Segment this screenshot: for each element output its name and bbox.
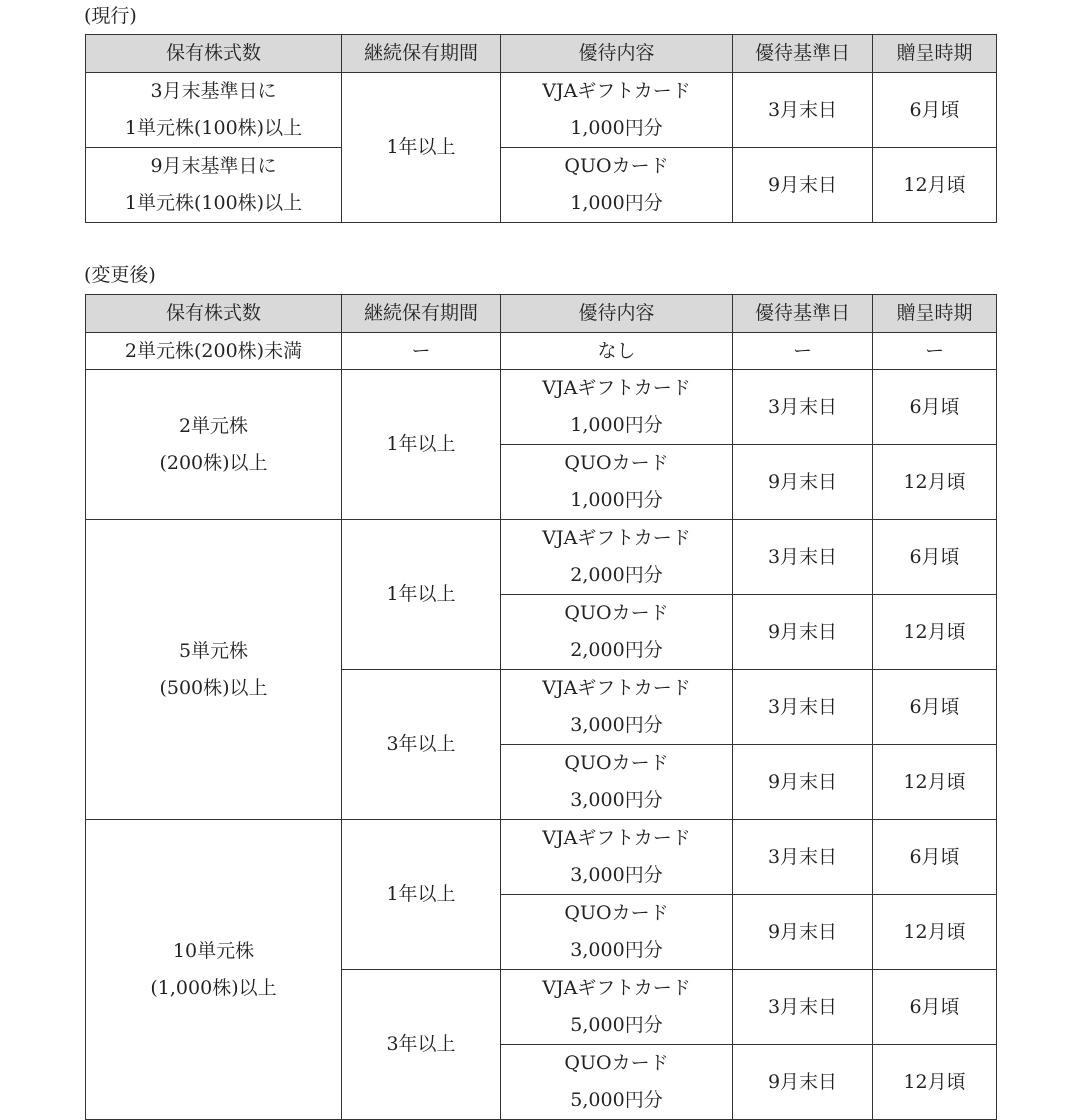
benefit-amount: 1,000円分 (570, 414, 663, 436)
timing-cell: 6月頃 (873, 370, 997, 445)
timing-cell: 6月頃 (873, 520, 997, 595)
benefit-amount: 5,000円分 (570, 1089, 663, 1111)
benefit-cell (501, 445, 733, 520)
holding-period-cell: 1年以上 (342, 370, 501, 520)
holding-period-cell: 3年以上 (342, 970, 501, 1120)
shares-cell: 2単元株(200株)未満 (86, 333, 342, 370)
benefit-cell (501, 520, 733, 595)
changed-section-label: (変更後) (84, 264, 156, 286)
header-timing: 贈呈時期 (873, 295, 997, 333)
benefit-cell (501, 1045, 733, 1120)
holding-period-cell: 1年以上 (342, 520, 501, 670)
benefit-name: QUOカード (564, 155, 669, 177)
benefit-name: QUOカード (564, 902, 669, 924)
benefit-name: VJAギフトカード (542, 977, 691, 999)
header-benefit: 優待内容 (501, 295, 733, 333)
timing-cell: 6月頃 (873, 73, 997, 148)
header-benefit: 優待内容 (501, 35, 733, 73)
shares-cell (86, 820, 342, 1120)
table-row (86, 820, 997, 895)
record-date-cell: 9月末日 (733, 595, 873, 670)
timing-cell: 12月頃 (873, 745, 997, 820)
benefit-amount: 1,000円分 (570, 117, 663, 139)
benefit-name: VJAギフトカード (542, 827, 691, 849)
record-date-cell: 9月末日 (733, 745, 873, 820)
changed-benefits-table (85, 294, 997, 1120)
timing-cell: 12月頃 (873, 595, 997, 670)
timing-cell: 12月頃 (873, 445, 997, 520)
benefit-cell (501, 148, 733, 223)
shares-line: 2単元株 (178, 414, 249, 437)
timing-cell: 12月頃 (873, 895, 997, 970)
benefit-cell (501, 73, 733, 148)
table-row (86, 520, 997, 595)
benefit-name: QUOカード (564, 452, 669, 474)
benefit-name: VJAギフトカード (542, 677, 691, 699)
benefit-amount: 3,000円分 (570, 864, 663, 886)
timing-cell: 6月頃 (873, 670, 997, 745)
benefit-name: VJAギフトカード (542, 80, 691, 102)
shares-cell (86, 520, 342, 820)
shares-line: (500株)以上 (159, 676, 268, 699)
shares-line: 5単元株 (178, 639, 249, 662)
timing-cell: ー (873, 333, 997, 370)
table-header-row (86, 295, 997, 333)
header-shares: 保有株式数 (86, 295, 342, 333)
holding-period-cell: ー (342, 333, 501, 370)
record-date-cell: 9月末日 (733, 148, 873, 223)
shares-line: 1単元株(100株)以上 (124, 192, 303, 214)
benefit-amount: 1,000円分 (570, 192, 663, 214)
record-date-cell: 9月末日 (733, 1045, 873, 1120)
table-row (86, 148, 997, 223)
benefit-cell: なし (501, 333, 733, 370)
holding-period-cell: 3年以上 (342, 670, 501, 820)
timing-cell: 12月頃 (873, 1045, 997, 1120)
benefit-cell (501, 895, 733, 970)
table-row (86, 333, 997, 370)
record-date-cell: ー (733, 333, 873, 370)
shares-cell (86, 148, 342, 223)
benefit-amount: 5,000円分 (570, 1014, 663, 1036)
table-row (86, 73, 997, 148)
shares-line: (1,000株)以上 (150, 976, 277, 999)
record-date-cell: 3月末日 (733, 970, 873, 1045)
benefit-name: VJAギフトカード (542, 527, 691, 549)
benefit-amount: 1,000円分 (570, 489, 663, 511)
benefit-name: QUOカード (564, 752, 669, 774)
shares-line: 3月末基準日に (150, 80, 277, 102)
shares-line: (200株)以上 (159, 451, 268, 474)
header-holding-period: 継続保有期間 (342, 35, 501, 73)
timing-cell: 12月頃 (873, 148, 997, 223)
header-record-date: 優待基準日 (733, 35, 873, 73)
benefit-amount: 3,000円分 (570, 789, 663, 811)
benefit-cell (501, 670, 733, 745)
benefit-amount: 2,000円分 (570, 639, 663, 661)
shares-line: 10単元株 (172, 939, 255, 962)
benefit-cell (501, 820, 733, 895)
table-header-row (86, 35, 997, 73)
current-benefits-table (85, 34, 997, 223)
shares-cell (86, 73, 342, 148)
timing-cell: 6月頃 (873, 970, 997, 1045)
record-date-cell: 3月末日 (733, 370, 873, 445)
record-date-cell: 3月末日 (733, 73, 873, 148)
holding-period-cell: 1年以上 (342, 73, 501, 223)
header-record-date: 優待基準日 (733, 295, 873, 333)
benefit-cell (501, 970, 733, 1045)
benefit-amount: 2,000円分 (570, 564, 663, 586)
record-date-cell: 9月末日 (733, 445, 873, 520)
current-section-label: (現行) (84, 5, 137, 27)
benefit-name: VJAギフトカード (542, 377, 691, 399)
benefit-name: QUOカード (564, 1052, 669, 1074)
shares-line: 9月末基準日に (150, 155, 277, 177)
shares-cell (86, 370, 342, 520)
holding-period-cell: 1年以上 (342, 820, 501, 970)
benefit-cell (501, 595, 733, 670)
header-timing: 贈呈時期 (873, 35, 997, 73)
record-date-cell: 3月末日 (733, 520, 873, 595)
record-date-cell: 9月末日 (733, 895, 873, 970)
benefit-amount: 3,000円分 (570, 714, 663, 736)
timing-cell: 6月頃 (873, 820, 997, 895)
benefit-amount: 3,000円分 (570, 939, 663, 961)
header-holding-period: 継続保有期間 (342, 295, 501, 333)
record-date-cell: 3月末日 (733, 670, 873, 745)
benefit-cell (501, 370, 733, 445)
record-date-cell: 3月末日 (733, 820, 873, 895)
benefit-cell (501, 745, 733, 820)
shares-line: 1単元株(100株)以上 (124, 117, 303, 139)
benefit-name: QUOカード (564, 602, 669, 624)
header-shares: 保有株式数 (86, 35, 342, 73)
table-row (86, 370, 997, 445)
